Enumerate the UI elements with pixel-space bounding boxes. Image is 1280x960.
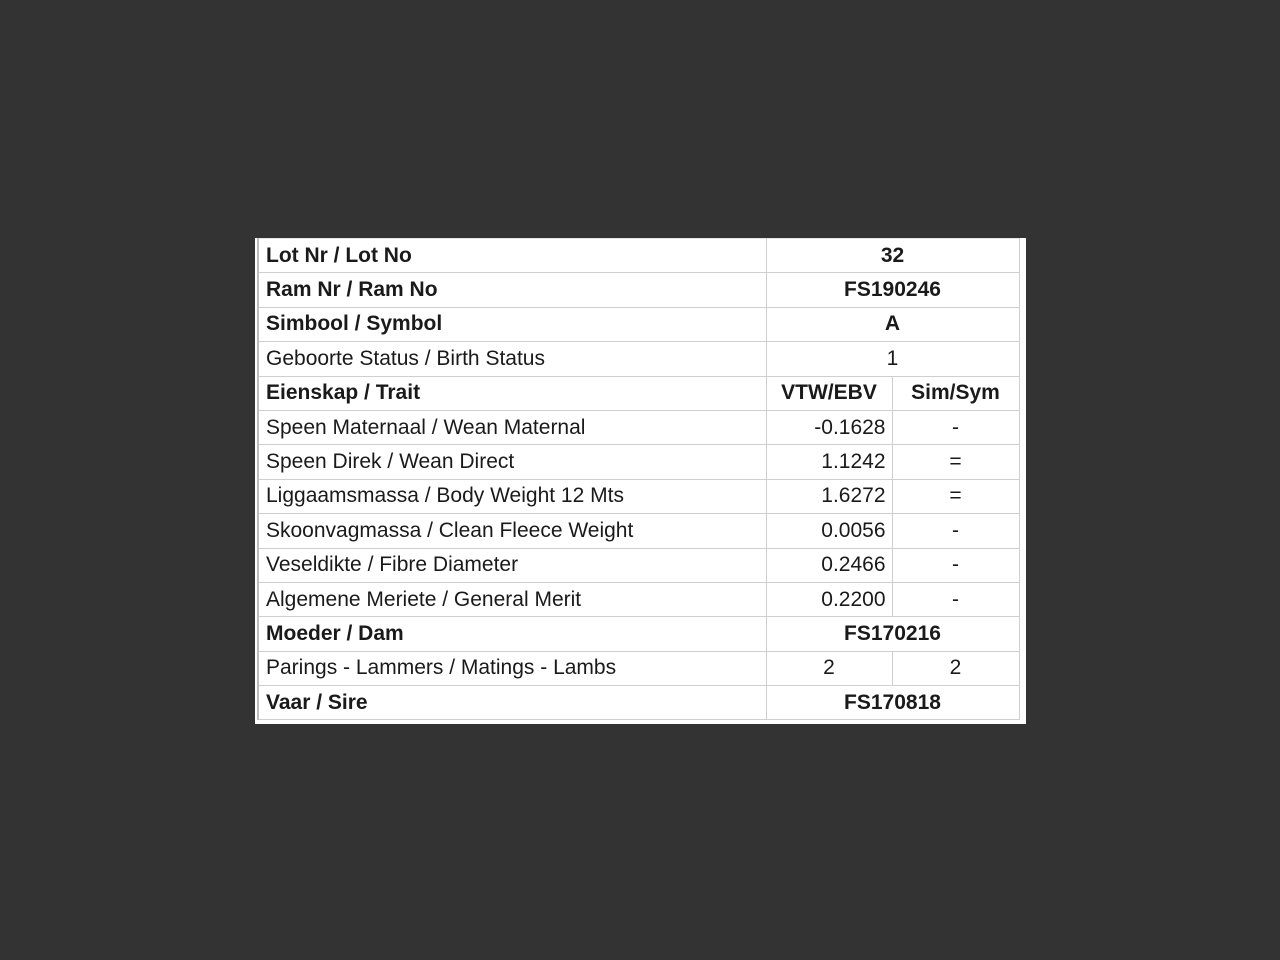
table-row-traits-header — [258, 376, 1019, 410]
sire-value: FS170818 — [766, 686, 1019, 720]
trait-sym: - — [892, 582, 1019, 616]
table-row-dam — [258, 617, 1019, 651]
trait-ebv: 0.2200 — [766, 582, 892, 616]
trait-label: Algemene Meriete / General Merit — [258, 582, 766, 616]
trait-ebv: 1.6272 — [766, 479, 892, 513]
trait-sym: = — [892, 479, 1019, 513]
table-row-ram — [258, 273, 1019, 307]
ram-info-table — [257, 238, 1020, 720]
dam-value: FS170216 — [766, 617, 1019, 651]
table-row-birth-status — [258, 342, 1019, 376]
traits-header-label: Eienskap / Trait — [258, 376, 766, 410]
table-row-lot — [258, 239, 1019, 273]
matings-value: 2 — [766, 651, 892, 685]
ebv-column-header: VTW/EBV — [766, 376, 892, 410]
sire-label: Vaar / Sire — [258, 686, 766, 720]
table-row-trait — [258, 582, 1019, 616]
trait-ebv: 1.1242 — [766, 445, 892, 479]
sym-column-header: Sim/Sym — [892, 376, 1019, 410]
matings-label: Parings - Lammers / Matings - Lambs — [258, 651, 766, 685]
trait-ebv: -0.1628 — [766, 410, 892, 444]
trait-sym: - — [892, 514, 1019, 548]
lot-value: 32 — [766, 239, 1019, 273]
trait-label: Skoonvagmassa / Clean Fleece Weight — [258, 514, 766, 548]
table-row-trait — [258, 514, 1019, 548]
trait-ebv: 0.0056 — [766, 514, 892, 548]
table-row-matings — [258, 651, 1019, 685]
trait-label: Veseldikte / Fibre Diameter — [258, 548, 766, 582]
lot-label: Lot Nr / Lot No — [258, 239, 766, 273]
birth-status-value: 1 — [766, 342, 1019, 376]
trait-sym: = — [892, 445, 1019, 479]
symbol-value: A — [766, 307, 1019, 341]
ram-label: Ram Nr / Ram No — [258, 273, 766, 307]
trait-label: Speen Direk / Wean Direct — [258, 445, 766, 479]
table-row-trait — [258, 548, 1019, 582]
trait-label: Speen Maternaal / Wean Maternal — [258, 410, 766, 444]
table-row-trait — [258, 445, 1019, 479]
dam-label: Moeder / Dam — [258, 617, 766, 651]
trait-label: Liggaamsmassa / Body Weight 12 Mts — [258, 479, 766, 513]
lambs-value: 2 — [892, 651, 1019, 685]
symbol-label: Simbool / Symbol — [258, 307, 766, 341]
table-row-trait — [258, 479, 1019, 513]
ram-info-sheet — [255, 238, 1026, 724]
table-row-symbol — [258, 307, 1019, 341]
trait-ebv: 0.2466 — [766, 548, 892, 582]
table-row-trait — [258, 410, 1019, 444]
ram-value: FS190246 — [766, 273, 1019, 307]
birth-status-label: Geboorte Status / Birth Status — [258, 342, 766, 376]
trait-sym: - — [892, 410, 1019, 444]
trait-sym: - — [892, 548, 1019, 582]
table-row-sire — [258, 686, 1019, 720]
